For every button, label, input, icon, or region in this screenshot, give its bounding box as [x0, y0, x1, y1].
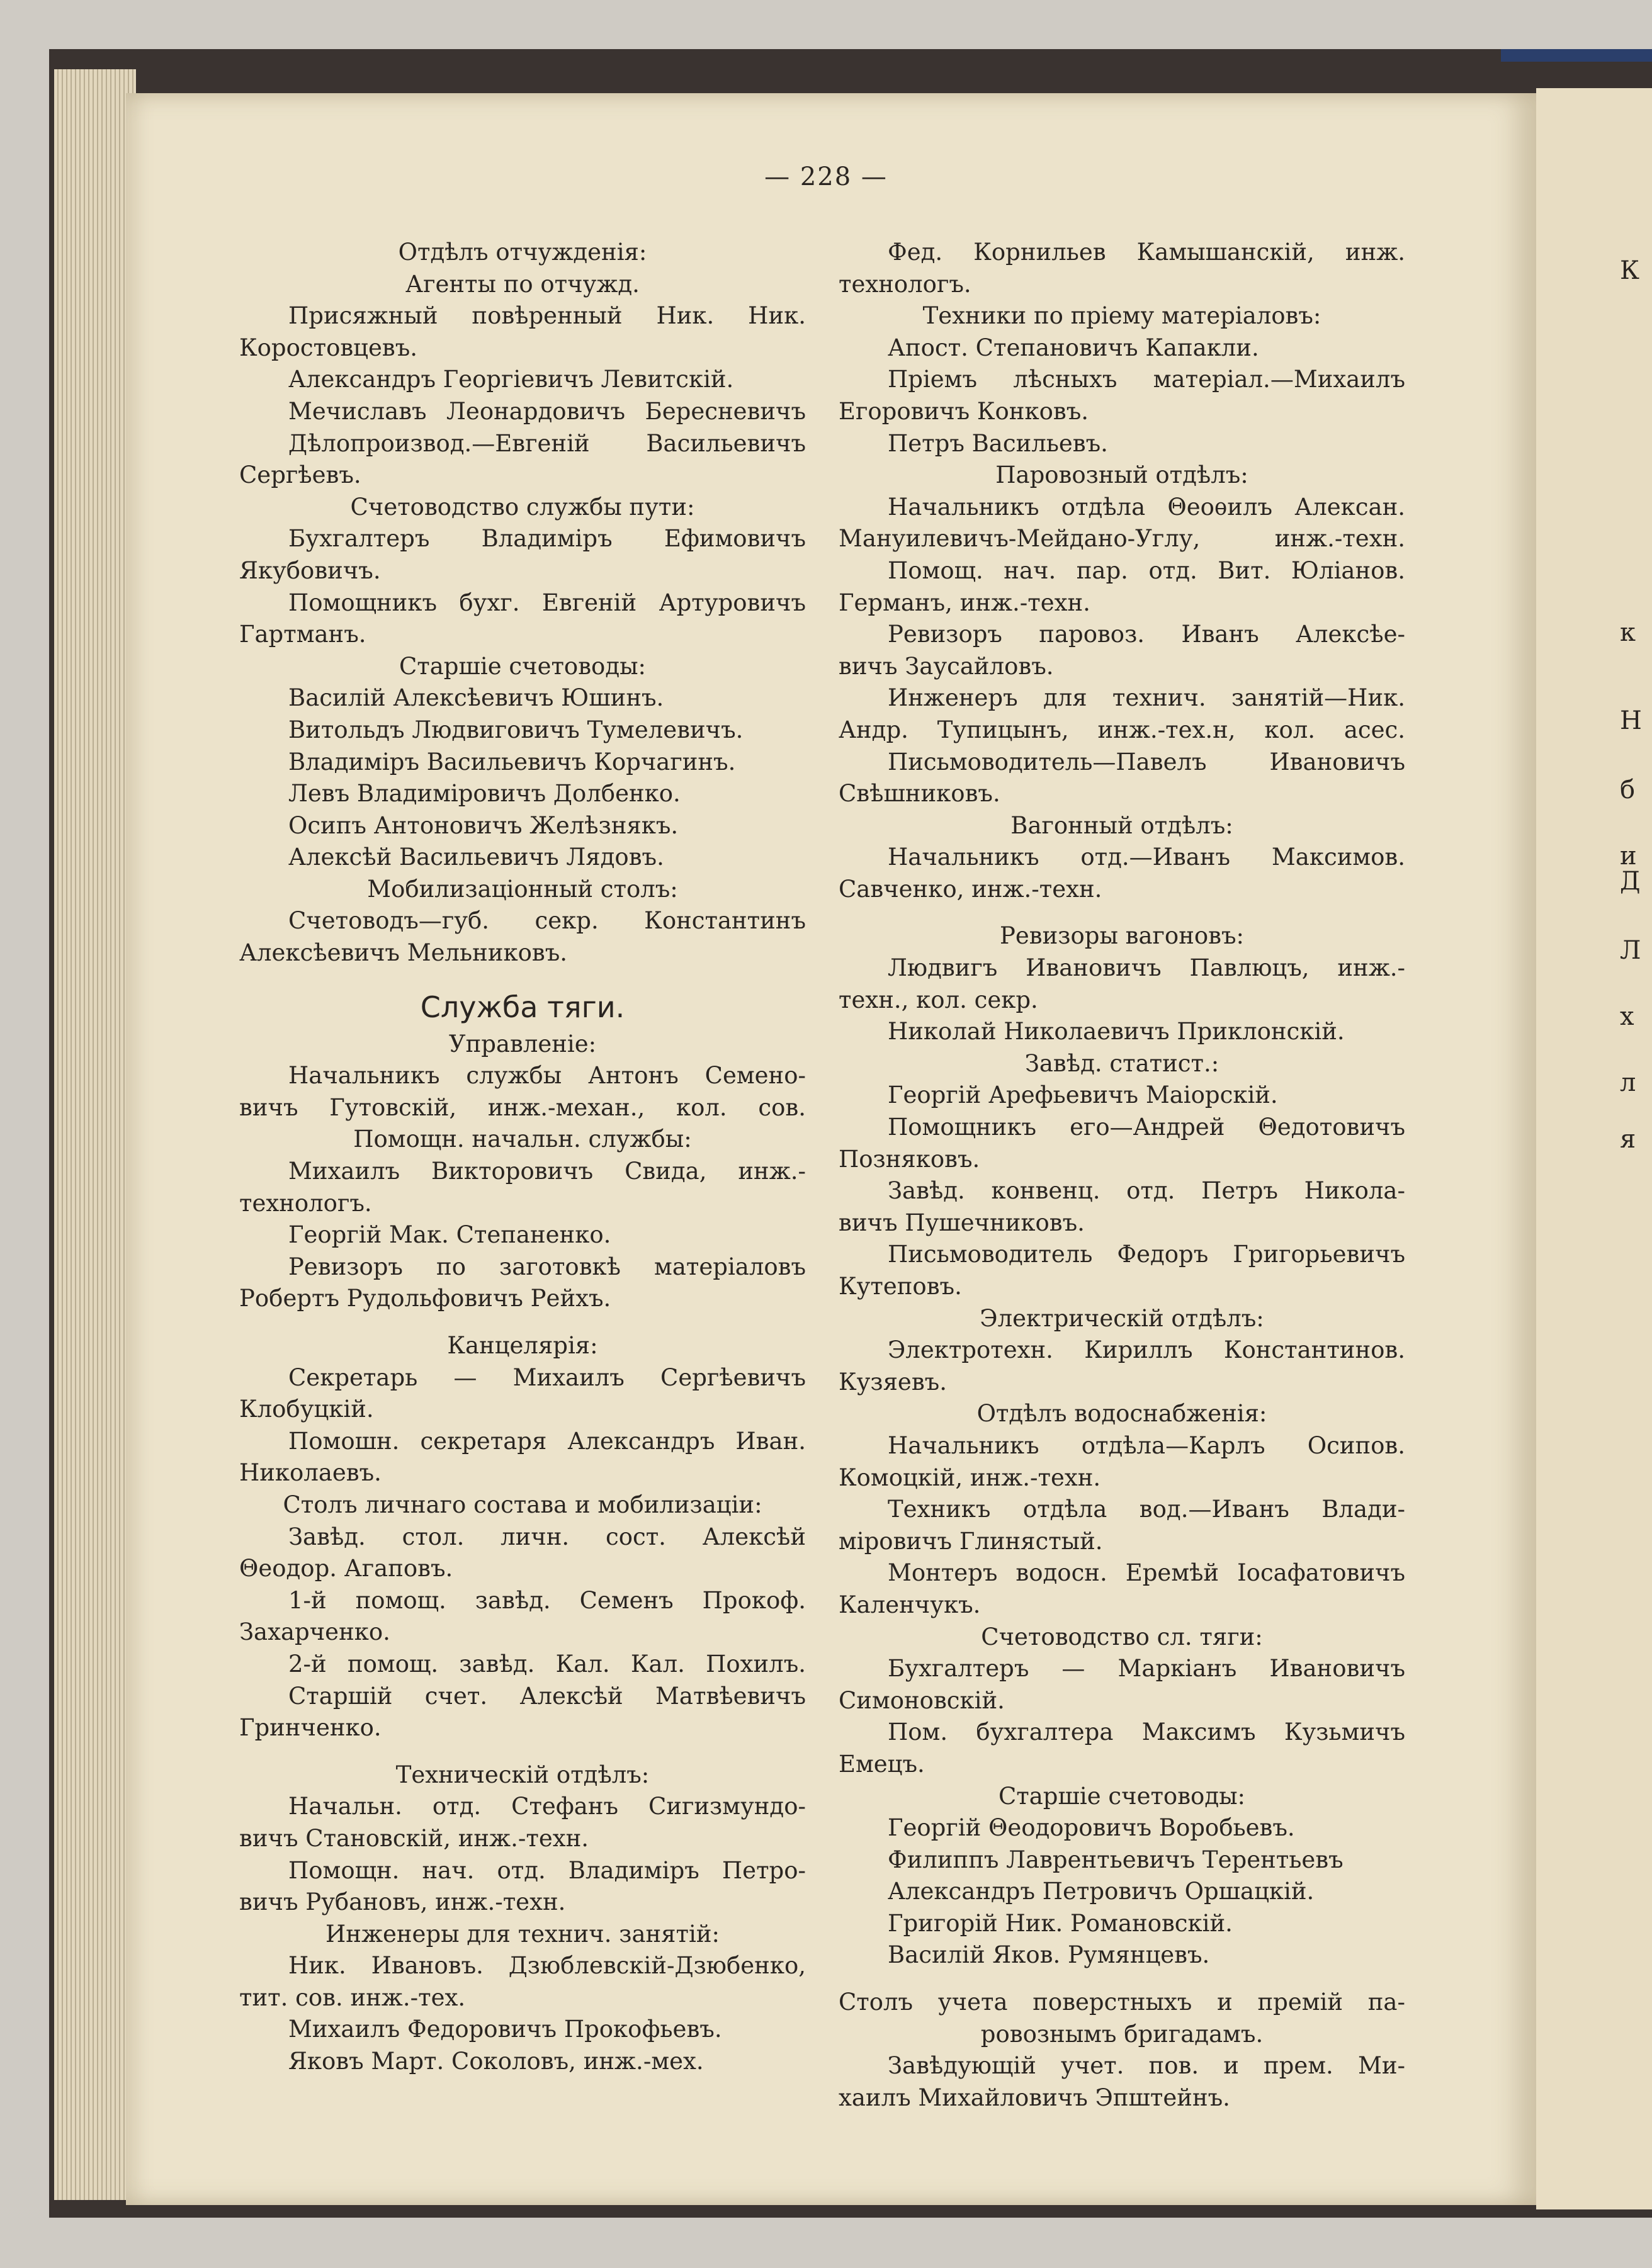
subsection-heading: Инженеры для технич. занятій: — [325, 1920, 720, 1948]
facing-page-letter: Л — [1620, 936, 1641, 965]
spacer — [839, 1972, 1405, 1987]
facing-page-letter: я — [1620, 1125, 1636, 1154]
text-line: Старшій счет. Алексѣй Матвѣевичъ — [288, 1682, 806, 1710]
text-line: 2-й помощ. завѣд. Кал. Кал. Похилъ. — [288, 1650, 806, 1678]
text-line: Александръ Петровичъ Оршацкій. — [888, 1878, 1315, 1905]
text-line: Секретарь — Михаилъ Сергѣевичъ — [288, 1363, 806, 1391]
spacer — [839, 905, 1405, 920]
facing-page-letter: Д — [1620, 867, 1641, 896]
text-line: техн., кол. секр. — [839, 986, 1038, 1013]
text-line: Завѣд. стол. личн. сост. Алексѣй — [288, 1523, 806, 1550]
text-line: Θеодор. Агаповъ. — [239, 1555, 453, 1583]
subsection-heading: Столъ личнаго состава и мобилизаціи: — [283, 1491, 762, 1518]
text-line: Ревизоръ паровоз. Иванъ Алексѣе- — [888, 621, 1405, 648]
text-line: Инженеръ для технич. занятій—Ник. — [888, 684, 1405, 712]
subsection-heading: ровознымъ бригадамъ. — [980, 2020, 1264, 2048]
text-line: Счетоводъ—губ. секр. Константинъ — [288, 907, 806, 935]
text-line: Петръ Васильевъ. — [888, 429, 1108, 457]
subsection-heading: Отдѣлъ отчужденія: — [398, 239, 647, 266]
text-line: Электротехн. Кириллъ Константинов. — [888, 1336, 1405, 1364]
facing-page-letter: и — [1620, 842, 1637, 871]
text-line: Ревизоръ по заготовкѣ матеріаловъ — [288, 1253, 806, 1280]
subsection-heading: Управленіе: — [448, 1030, 597, 1058]
text-line: Присяжный повѣренный Ник. Ник. — [288, 302, 806, 330]
subsection-heading: Паровозный отдѣлъ: — [995, 461, 1248, 489]
subsection-heading: Вагонный отдѣлъ: — [1010, 811, 1233, 839]
text-line: Помощн. нач. отд. Владиміръ Петро- — [288, 1856, 806, 1884]
text-line: Помошн. секретаря Александръ Иван. — [288, 1427, 806, 1455]
text-line: Фед. Корнильев Камышанскій, инж. — [888, 239, 1405, 266]
subsection-heading: Электрическій отдѣлъ: — [980, 1304, 1264, 1332]
left-column — [239, 237, 806, 2078]
subsection-heading: Техническій отдѣлъ: — [395, 1761, 650, 1788]
text-line: Начальн. отд. Стефанъ Сигизмундо- — [288, 1793, 806, 1820]
text-line: Гринченко. — [239, 1714, 382, 1742]
subsection-heading: Старшіе счетоводы: — [399, 652, 647, 680]
text-line: Григорій Ник. Романовскій. — [888, 1909, 1233, 1937]
text-line: Дѣлопроизвод.—Евгеній Васильевичъ — [288, 429, 806, 457]
text-line: Завѣд. конвенц. отд. Петръ Никола- — [888, 1177, 1405, 1205]
text-line: Начальникъ службы Антонъ Семено- — [288, 1062, 806, 1090]
text-line: Робертъ Рудольфовичъ Рейхъ. — [239, 1285, 611, 1312]
text-line: Егоровичъ Конковъ. — [839, 397, 1089, 425]
subsection-heading: Канцелярія: — [447, 1332, 598, 1359]
right-column — [839, 237, 1405, 2114]
text-line: Андр. Тупицынъ, инж.-тех.н, кол. асес. — [839, 716, 1405, 743]
text-line: Помощ. нач. пар. отд. Вит. Юліанов. — [888, 556, 1405, 584]
text-line: Помощникъ его—Андрей Θедотовичъ — [888, 1114, 1405, 1141]
subsection-heading: Помощн. начальн. службы: — [353, 1126, 692, 1153]
page-stack-edge — [54, 69, 136, 2200]
text-line: міровичъ Глинястый. — [839, 1527, 1103, 1555]
text-line: технологъ. — [239, 1189, 372, 1217]
text-line: вичъ Становскій, инж.-техн. — [239, 1824, 589, 1852]
text-line: Мануилевичъ-Мейдано-Углу, инж.-техн. — [839, 525, 1405, 553]
facing-page-letter: Н — [1620, 706, 1642, 735]
text-line: Ник. Ивановъ. Дзюблевскій-Дзюбенко, — [288, 1952, 806, 1980]
text-line: Завѣдующій учет. пов. и прем. Ми- — [888, 2052, 1405, 2080]
text-line: Михаилъ Викторовичъ Свида, инж.- — [288, 1158, 806, 1185]
text-line: Савченко, инж.-техн. — [839, 875, 1102, 903]
text-line: Владиміръ Васильевичъ Корчагинъ. — [288, 748, 736, 776]
text-line: 1-й помощ. завѣд. Семенъ Прокоф. — [288, 1586, 806, 1614]
text-line: вичъ Заусайловъ. — [839, 652, 1054, 680]
text-line: Георгій Θеодоровичъ Воробьевъ. — [888, 1814, 1295, 1842]
text-line: Николай Николаевичъ Приклонскій. — [888, 1018, 1345, 1046]
text-line: Апост. Степановичъ Капакли. — [888, 334, 1259, 361]
facing-page-letter: х — [1620, 1002, 1634, 1031]
text-line: Начальникъ отдѣла—Карлъ Осипов. — [888, 1431, 1405, 1459]
text-line: Каленчукъ. — [839, 1591, 981, 1618]
text-line: Витольдъ Людвиговичъ Тумелевичъ. — [288, 716, 744, 743]
text-line: технологъ. — [839, 270, 971, 298]
subsection-heading: Отдѣлъ водоснабженія: — [976, 1400, 1267, 1428]
facing-page-letter: к — [1620, 618, 1636, 647]
text-line: Мечиславъ Леонардовичъ Бересневичъ — [288, 397, 806, 425]
text-line: Гартманъ. — [239, 621, 366, 648]
text-line: Захарченко. — [239, 1618, 390, 1646]
text-line: Позняковъ. — [839, 1145, 980, 1173]
section-title: Служба тяги. — [420, 990, 625, 1024]
spacer — [239, 1315, 806, 1330]
subsection-heading: Завѣд. статист.: — [1024, 1049, 1219, 1077]
facing-page-letter: К — [1620, 256, 1639, 285]
text-line: Письмоводитель—Павелъ Ивановичъ — [888, 748, 1405, 776]
text-line: Михаилъ Федоровичъ Прокофьевъ. — [288, 2016, 722, 2043]
text-line: Свѣшниковъ. — [839, 780, 1000, 808]
text-line: Кузяевъ. — [839, 1368, 947, 1396]
text-line: Германъ, инж.-техн. — [839, 589, 1090, 616]
text-line: Якубовичъ. — [239, 556, 381, 584]
text-line: Алексѣй Васильевичъ Лядовъ. — [288, 843, 664, 871]
subsection-heading: Счетоводство службы пути: — [350, 493, 695, 521]
text-line: Емецъ. — [839, 1750, 925, 1778]
text-line: Монтеръ водосн. Еремѣй Іосафатовичъ — [888, 1559, 1405, 1587]
text-line: Осипъ Антоновичъ Желѣзнякъ. — [288, 811, 679, 839]
text-line: Георгій Арефьевичъ Маіорскій. — [888, 1081, 1278, 1109]
spacer — [239, 1744, 806, 1759]
text-line: Филиппъ Лаврентьевичъ Терентьевъ — [888, 1846, 1344, 1873]
text-line: Пріемъ лѣсныхъ матеріал.—Михаилъ — [888, 366, 1405, 393]
text-line: Левъ Владиміровичъ Долбенко. — [288, 780, 681, 808]
text-line: Яковъ Март. Соколовъ, инж.-мех. — [288, 2048, 704, 2075]
text-line: Кутеповъ. — [839, 1273, 962, 1300]
subsection-heading: Техники по пріему матеріаловъ: — [922, 302, 1321, 330]
text-line: Помощникъ бухг. Евгеній Артуровичъ — [288, 589, 806, 616]
text-line: тит. сов. инж.-тех. — [239, 1983, 466, 2011]
text-line: вичъ Гутовскій, инж.-механ., кол. сов. — [239, 1093, 806, 1121]
text-line: вичъ Рубановъ, инж.-техн. — [239, 1888, 566, 1916]
subsection-heading: Старшіе счетоводы: — [998, 1782, 1246, 1810]
text-line: Начальникъ отдѣла Θеоѳилъ Алексан. — [888, 493, 1405, 521]
page-number: — 228 — — [764, 162, 888, 191]
text-line: Столъ учета поверстныхъ и премій па- — [839, 1989, 1405, 2016]
subsection-heading: Счетоводство сл. тяги: — [981, 1623, 1263, 1650]
text-line: Николаевъ. — [239, 1459, 382, 1487]
text-line: Пом. бухгалтера Максимъ Кузьмичъ — [888, 1718, 1405, 1746]
text-line: Письмоводитель Федоръ Григорьевичъ — [888, 1241, 1405, 1268]
subsection-heading: Мобилизаціонный столъ: — [367, 875, 678, 903]
text-line: Бухгалтеръ — Маркіанъ Ивановичъ — [888, 1655, 1405, 1683]
text-line: Александръ Георгіевичъ Левитскій. — [288, 366, 734, 393]
text-line: Коростовцевъ. — [239, 334, 417, 361]
facing-page-letter: б — [1620, 776, 1636, 804]
text-line: Людвигъ Ивановичъ Павлюцъ, инж.- — [888, 954, 1405, 982]
text-line: Начальникъ отд.—Иванъ Максимов. — [888, 843, 1405, 871]
text-line: Комоцкій, инж.-техн. — [839, 1464, 1101, 1491]
text-line: Василій Алексѣевичъ Юшинъ. — [288, 684, 664, 712]
facing-page-letter: л — [1620, 1068, 1636, 1097]
text-line: Техникъ отдѣла вод.—Иванъ Влади- — [888, 1496, 1405, 1523]
text-line: Симоновскій. — [839, 1686, 1005, 1714]
subsection-heading: Агенты по отчужд. — [405, 270, 640, 298]
text-line: Георгій Мак. Степаненко. — [288, 1221, 611, 1249]
text-line: Алексѣевичъ Мельниковъ. — [239, 939, 568, 967]
text-line: Клобуцкій. — [239, 1396, 374, 1423]
text-line: вичъ Пушечниковъ. — [839, 1209, 1085, 1236]
book-cover-edge — [1501, 49, 1652, 62]
text-line: Бухгалтеръ Владиміръ Ефимовичъ — [288, 525, 806, 553]
subsection-heading: Ревизоры вагоновъ: — [1000, 922, 1244, 950]
text-line: Василій Яков. Румянцевъ. — [888, 1941, 1210, 1969]
text-line: хаилъ Михайловичъ Эпштейнъ. — [839, 2084, 1230, 2111]
text-line: Сергѣевъ. — [239, 461, 361, 489]
